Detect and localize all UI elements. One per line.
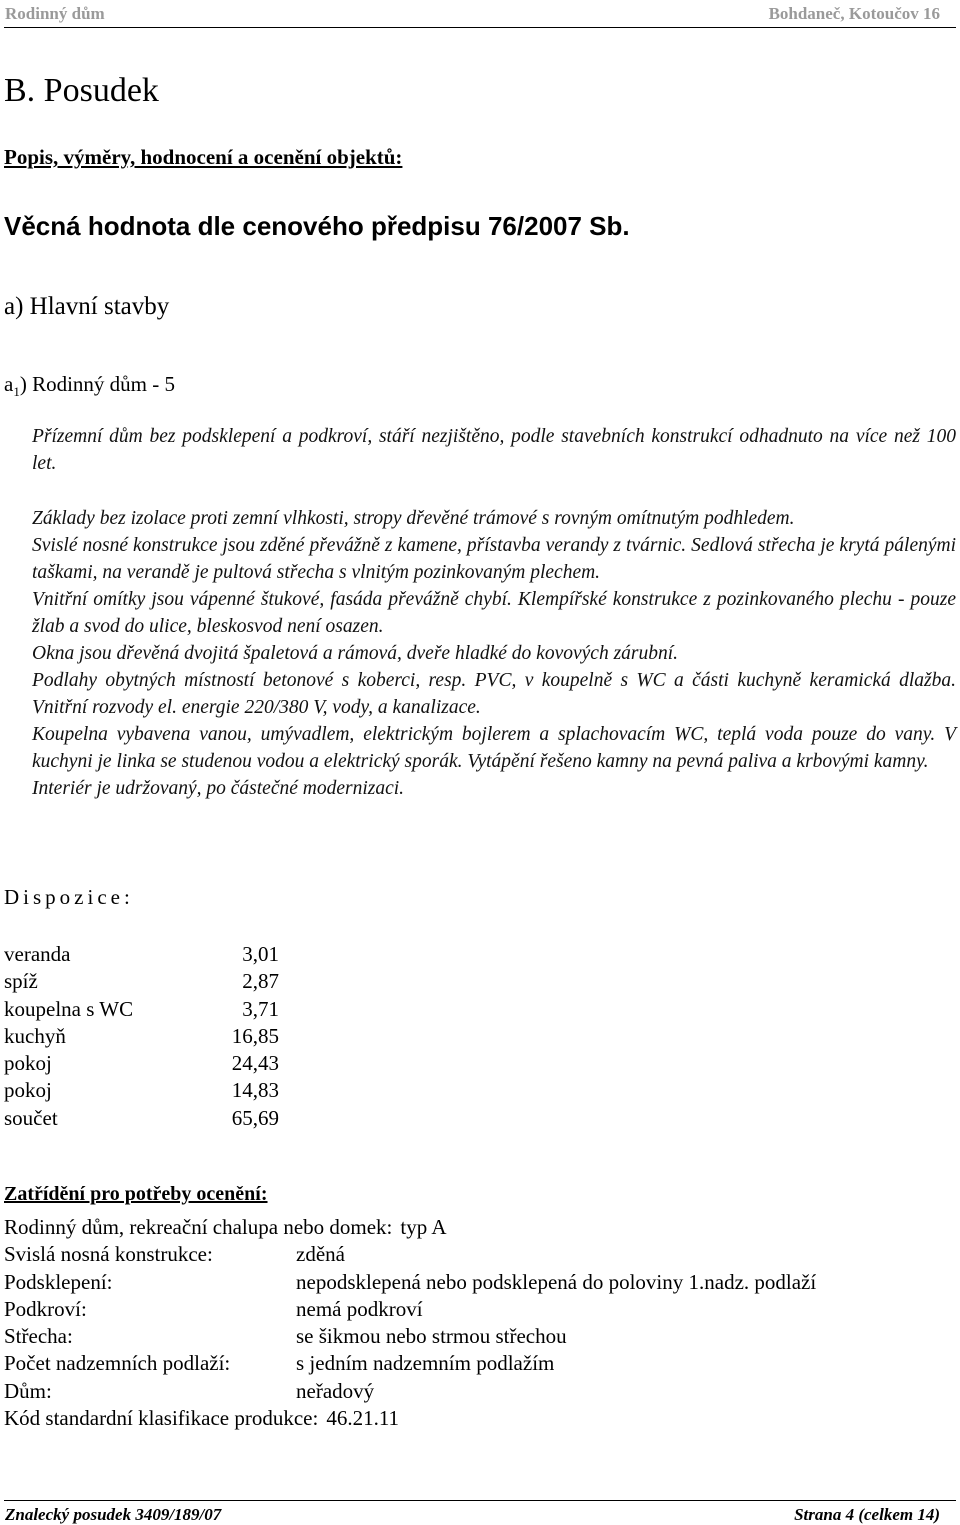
- classification-label: Dům:: [4, 1378, 52, 1403]
- classification-row: [4, 1269, 817, 1296]
- dispozice-label: Dispozice:: [4, 885, 134, 909]
- description-foundations: Základy bez izolace proti zemní vlhkosti, stropy dřevěné trámové s rovným omítnutým podhledem.: [32, 508, 795, 529]
- classification-row: [4, 1241, 446, 1268]
- total-area: 65,69: [231, 1105, 279, 1130]
- classification-value: nepodsklepená nebo podsklepená do poloviny 1.nadz. podlaží: [296, 1269, 817, 1294]
- classification-row: [4, 1378, 446, 1405]
- building-heading: [4, 372, 175, 400]
- classification-label: Počet nadzemních podlaží:: [4, 1351, 231, 1376]
- classification-value: zděná: [296, 1242, 345, 1267]
- main-buildings-heading: a) Hlavní stavby: [4, 293, 170, 320]
- description-paragraph-1: [4, 423, 956, 477]
- description-text: Přízemní dům bez podsklepení a podkroví, stáří nezjištěno, podle stavebních konstrukcí odhadnuto na více než 100 let.: [32, 426, 956, 474]
- room-name: pokoj: [4, 1051, 52, 1076]
- room-area: 3,71: [242, 996, 279, 1021]
- table-row: [4, 996, 279, 1023]
- building-suffix: ) Rodinný dům - 5: [19, 372, 175, 396]
- table-row: [4, 1050, 279, 1077]
- description-equipment: Koupelna vybavena vanou, umývadlem, elektrickým bojlerem a splachovacím WC, teplá voda pouze do vany. V kuchyni je linka se studenou vodou a elektrický sporák. Vytápění řešeno kamny na pevná paliva a krbovými kamny.: [32, 724, 956, 772]
- room-name: veranda: [4, 942, 71, 966]
- classification-label: Kód standardní klasifikace produkce:: [4, 1406, 319, 1431]
- classification-value: se šikmou nebo strmou střechou: [296, 1324, 567, 1349]
- room-name: kuchyň: [4, 1023, 66, 1048]
- table-row: [4, 968, 279, 995]
- description-paragraph-2: [4, 505, 956, 802]
- classification-row: [4, 1296, 446, 1323]
- room-area: 3,01: [242, 942, 279, 966]
- classification-label: Střecha:: [4, 1324, 73, 1349]
- room-name: pokoj: [4, 1078, 52, 1103]
- table-row: [4, 1077, 279, 1104]
- total-label: součet: [4, 1105, 58, 1130]
- table-row: [4, 1023, 279, 1050]
- section-heading: Popis, výměry, hodnocení a ocenění objektů:: [4, 145, 403, 169]
- classification-value: s jedním nadzemním podlažím: [296, 1351, 555, 1376]
- table-row-total: [4, 1105, 279, 1132]
- description-plaster: Vnitřní omítky jsou vápenné štukové, fasáda převážně chybí. Klempířské konstrukce z pozinkovaného plechu - pouze žlab a svod do ulice, bleskosvod není osazen.: [32, 589, 956, 637]
- room-area: 24,43: [231, 1051, 279, 1076]
- room-name: koupelna s WC: [4, 996, 134, 1021]
- room-area: 14,83: [231, 1078, 279, 1103]
- header-divider: [4, 27, 956, 28]
- valuation-heading: Věcná hodnota dle cenového předpisu 76/2007 Sb.: [4, 211, 630, 241]
- footer-document-id: Znalecký posudek 3409/189/07: [5, 1505, 222, 1524]
- classification-value: typ A: [400, 1215, 447, 1239]
- room-area: 16,85: [231, 1023, 279, 1048]
- building-subscript: 1: [13, 384, 20, 400]
- header-left-title: Rodinný dům: [5, 4, 105, 23]
- rooms-table: [4, 941, 279, 1132]
- classification-value: 46.21.11: [326, 1406, 400, 1431]
- table-row: [4, 941, 279, 968]
- classification-row: [4, 1350, 555, 1377]
- room-area: 2,87: [242, 969, 279, 994]
- classification-list: [4, 1214, 817, 1432]
- classification-heading: Zatřídění pro potřeby ocenění:: [4, 1183, 268, 1205]
- header-right-address: Bohdaneč, Kotoučov 16: [768, 4, 940, 23]
- classification-row: [4, 1214, 446, 1241]
- classification-label: Podsklepení:: [4, 1269, 113, 1294]
- description-windows: Okna jsou dřevěná dvojitá špaletová a rámová, dveře hladké do kovových zárubní.: [32, 643, 679, 664]
- building-prefix: a: [4, 372, 14, 396]
- footer-page-number: Strana 4 (celkem 14): [794, 1505, 940, 1524]
- description-interior: Interiér je udržovaný, po částečné modernizaci.: [32, 778, 405, 799]
- description-floors: Podlahy obytných místností betonové s koberci, resp. PVC, v koupelně s WC a části kuchyně keramická dlažba. Vnitřní rozvody el. energie 220/380 V, vody, a kanalizace.: [32, 670, 956, 718]
- description-walls-roof: Svislé nosné konstrukce jsou zděné převážně z kamene, přístavba verandy z tvárnic. Sedlová střecha je krytá pálenými taškami, na verandě je pultová střecha s vlnitým pozinkovaným plechem.: [32, 535, 956, 583]
- room-name: spíž: [4, 969, 38, 994]
- classification-value: neřadový: [296, 1378, 375, 1403]
- classification-label: Rodinný dům, rekreační chalupa nebo domek:: [4, 1215, 393, 1239]
- page-title: B. Posudek: [4, 72, 159, 109]
- classification-row: [4, 1405, 446, 1432]
- classification-label: Podkroví:: [4, 1296, 87, 1321]
- classification-row: [4, 1323, 567, 1350]
- classification-value: nemá podkroví: [296, 1296, 423, 1321]
- classification-label: Svislá nosná konstrukce:: [4, 1242, 213, 1267]
- footer-divider: [4, 1500, 956, 1501]
